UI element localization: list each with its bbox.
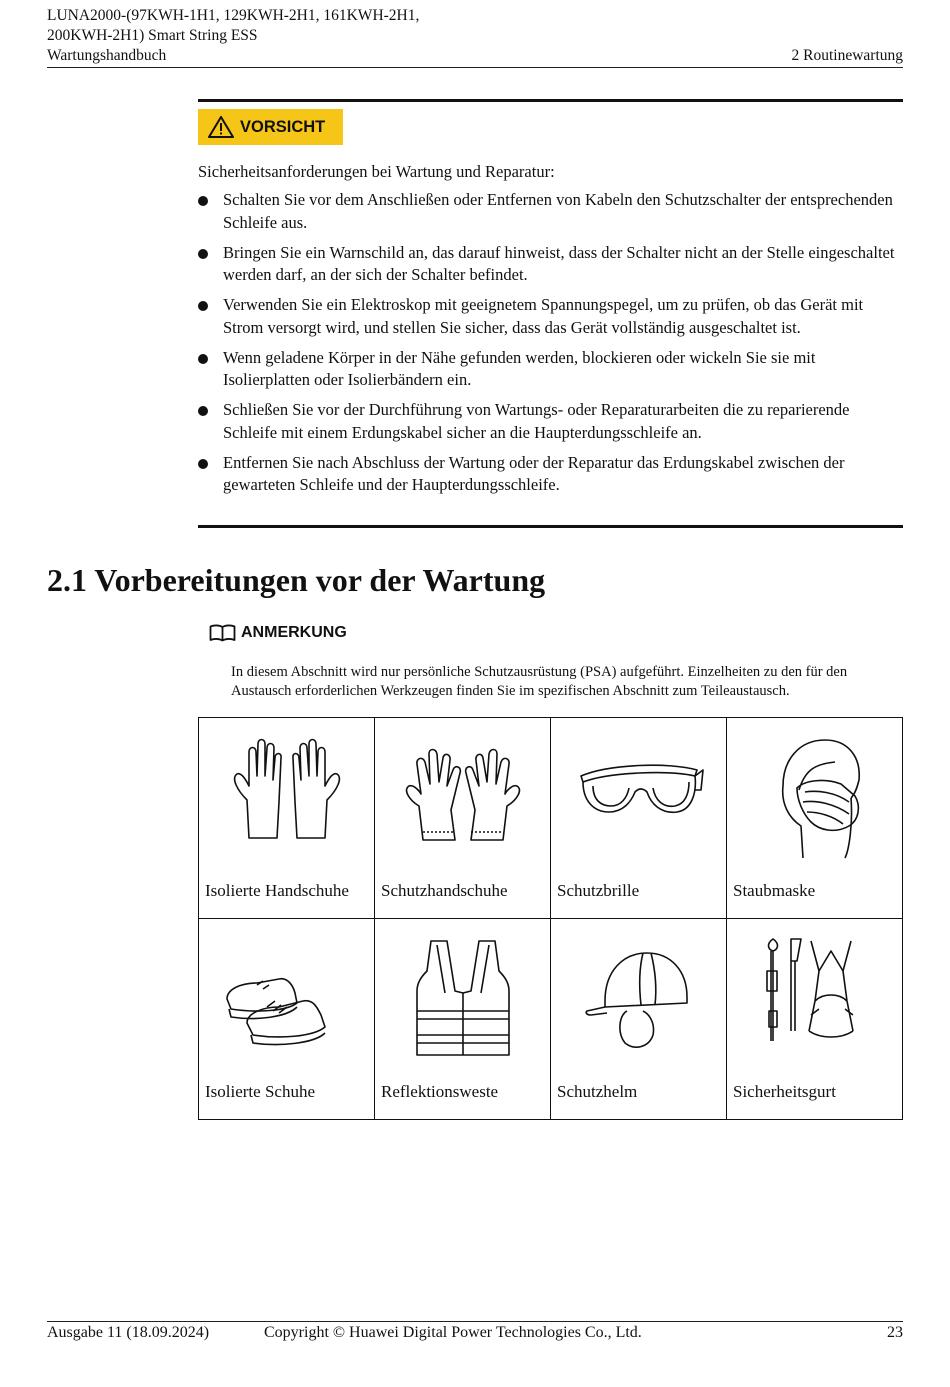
page-footer [47,1323,903,1343]
ppe-label: Schutzhandschuhe [381,881,508,900]
note-header [209,624,347,642]
table-row [199,919,903,1120]
page-number: 23 [887,1324,903,1341]
ppe-cell [551,919,727,1120]
ppe-cell [727,718,903,919]
dust-mask-icon [745,730,885,860]
ppe-cell [199,718,375,919]
edition-info: Ausgabe 11 (18.09.2024) [47,1324,210,1341]
caution-intro: Sicherheitsanforderungen bei Wartung und Reparatur: [198,162,555,181]
safety-harness-icon [745,931,885,1061]
ppe-label: Isolierte Handschuhe [205,881,349,900]
copyright: Copyright © Huawei Digital Power Technologies Co., Ltd. [264,1324,642,1341]
safety-goggles-icon [569,730,709,860]
note-text: In diesem Abschnitt wird nur persönliche Schutzausrüstung (PSA) aufgeführt. Einzelheiten zu den für den Austausch erforderlichen Werkzeugen finden Sie im spezifischen Abschnitt zum Teileaustausch. [231,664,848,699]
ppe-cell [727,919,903,1120]
caution-label: VORSICHT [240,117,326,136]
section-title: 2.1 Vorbereitungen vor der Wartung [47,562,546,598]
header-divider [47,67,903,68]
chapter-name: 2 Routinewartung [791,47,903,64]
manual-name: Wartungshandbuch [47,47,167,64]
open-book-icon [209,624,236,642]
ppe-label: Schutzhelm [557,1082,638,1101]
caution-item: Schalten Sie vor dem Anschließen oder Entfernen von Kabeln den Schutzschalter der entsprechenden Schleife aus. [198,189,903,234]
caution-list [198,189,903,497]
page-header [47,6,903,66]
caution-item: Bringen Sie ein Warnschild an, das darauf hinweist, dass der Schalter nicht an der Stelle eingeschaltet werden darf, an der sich der Schalter befindet. [198,242,903,287]
caution-top-rule [198,99,903,102]
ppe-cell [199,919,375,1120]
ppe-label: Isolierte Schuhe [205,1082,315,1101]
reflective-vest-icon [393,931,533,1061]
caution-item: Entfernen Sie nach Abschluss der Wartung oder der Reparatur das Erdungskabel zwischen der gewarteten Schleife und der Haupterdungsschleife. [198,452,903,497]
warning-triangle-icon [208,116,234,138]
table-row [199,718,903,919]
caution-item: Schließen Sie vor der Durchführung von Wartungs- oder Reparaturarbeiten die zu reparierende Schleife mit einem Erdungskabel sicher an die Haupterdungsschleife an. [198,399,903,444]
ppe-label: Sicherheitsgurt [733,1082,836,1101]
safety-helmet-icon [569,931,709,1061]
caution-box [198,99,903,504]
insulated-gloves-icon [217,730,357,860]
ppe-table [198,717,903,1120]
document-title-line2: 200KWH-2H1) Smart String ESS [47,27,258,44]
insulated-shoes-icon [217,931,357,1061]
caution-bottom-rule [198,525,903,528]
ppe-cell [375,919,551,1120]
ppe-label: Reflektionsweste [381,1082,499,1101]
ppe-cell [375,718,551,919]
protective-gloves-icon [393,730,533,860]
caution-item: Verwenden Sie ein Elektroskop mit geeignetem Spannungspegel, um zu prüfen, ob das Gerät mit Strom versorgt wird, und stellen Sie sicher, dass das Gerät vollständig ausgeschaltet ist. [198,294,903,339]
note-label: ANMERKUNG [241,624,347,641]
caution-item: Wenn geladene Körper in der Nähe gefunden werden, blockieren oder wickeln Sie sie mit Isolierplatten oder Isolierbändern ein. [198,347,903,392]
document-title-line1: LUNA2000-(97KWH-1H1, 129KWH-2H1, 161KWH-2H1, [47,7,420,24]
footer-divider [47,1321,903,1322]
ppe-cell [551,718,727,919]
caution-badge [198,109,343,145]
ppe-label: Schutzbrille [557,881,640,900]
ppe-label: Staubmaske [733,881,816,900]
